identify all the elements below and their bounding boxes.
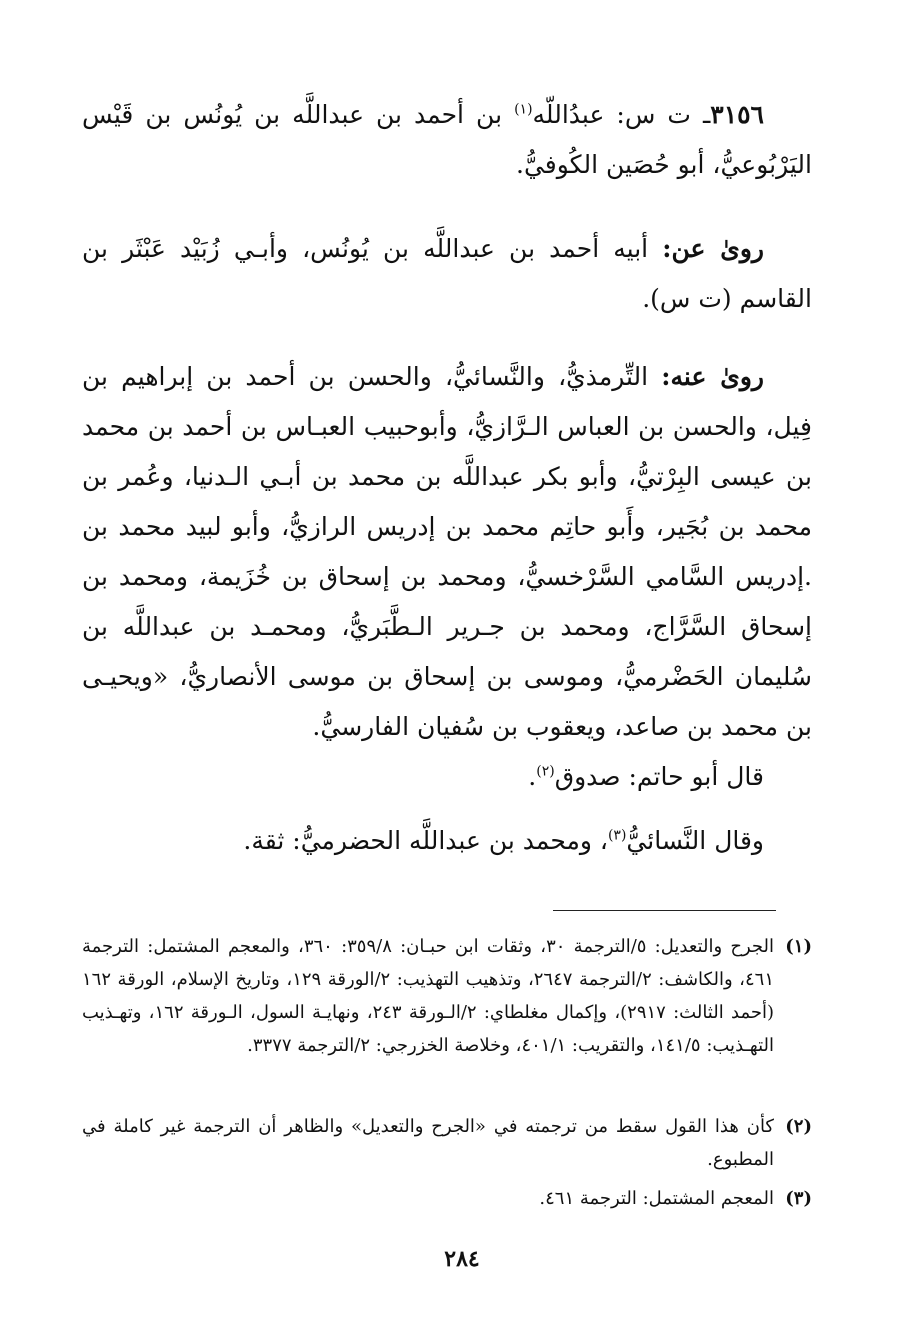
nasai-text: ، ومحمد بن عبداللَّه الحضرميُّ: ثقة. bbox=[243, 826, 608, 855]
page-number: ٢٨٤ bbox=[444, 1246, 480, 1272]
footnote-text: كأن هذا القول سقط من ترجمته في «الجرح والتعديل» والظاهر أن الترجمة غير كاملة في المطبوع. bbox=[82, 1116, 774, 1170]
footnote-divider bbox=[553, 910, 776, 911]
footnote-2 bbox=[82, 1110, 812, 1176]
entry-codes: ت س: bbox=[616, 100, 691, 129]
abu-hatim-quote bbox=[82, 752, 812, 802]
footnote-1 bbox=[82, 930, 812, 1062]
entry-separator: ـ bbox=[702, 100, 711, 129]
footnote-text: الجرح والتعديل: ٥/الترجمة ٣٠، وثقات ابن حبـان: ٣٥٩/٨: ٣٦٠، والمعجم المشتمل: الترجمة ٤٦١، والكاشف: ٢/الترجمة ٢٦٤٧، وتذهيب التهذيب: ٢/الورقة ١٢٩، وتاريخ الإسلام، الورقة ١٦٢ (أحمد الثالث: ٢٩١٧)، وإكمال مغلطاي: ٢/الـورقة ٢٤٣، ونهايـة السول، الـورقة ١٦٢، وتهـذيب التهـذيب: ١٤١/٥، والتقريب: ٤٠١/١، وخلاصة الخزرجي: ٢/الترجمة ٣٣٧٧. bbox=[82, 936, 775, 1056]
nasai-quote bbox=[82, 816, 812, 866]
entry-name-rest: بن أحمد بن عبداللَّه بن يُونُس بن قَيْس اليَرْبُوعيُّ، أبو حُصَين الكُوفيُّ. bbox=[82, 100, 812, 179]
footnote-3 bbox=[82, 1182, 812, 1215]
narrated-by-label: روىٰ عنه: bbox=[661, 362, 764, 391]
entry-number: ٣١٥٦ bbox=[710, 100, 764, 129]
footnote-text: المعجم المشتمل: الترجمة ٤٦١. bbox=[539, 1188, 774, 1209]
narrated-by-paragraph bbox=[82, 352, 812, 752]
abu-hatim-end: . bbox=[528, 762, 537, 791]
entry-name-lead: عبدُاللّه bbox=[532, 100, 605, 129]
narrated-by-text: التِّرمذيُّ، والنَّسائيُّ، والحسن بن أحمد بن إبراهيم بن فِيل، والحسن بن العباس الـرَّازيُّ، وأبوحبيب العبـاس بن أحمد بن محمد بن عيسى البِرْتيُّ، وأبو بكر عبداللَّه بن محمد بن أبـي الـدنيا، وعُمر بن محمد بن بُجَير، وأَبو حاتِم محمد بن إدريس الرازيُّ، وأبو لبيد محمد بن .إدريس السَّامي السَّرْخسيُّ، ومحمد بن إسحاق بن خُزَيمة، ومحمد بن إسحاق السَّرَّاج، ومحمد بن جـرير الـطَّبَريُّ، ومحمـد بن عبداللَّه بن سُليمان الحَضْرميُّ، وموسى بن إسحاق بن موسى الأنصاريُّ، «ويحيـى بن محمد بن صاعد، ويعقوب بن سُفيان الفارسيُّ. bbox=[82, 362, 812, 741]
footnote-number: (٢) bbox=[785, 1116, 812, 1137]
narrated-from-text: أبيه أحمد بن عبداللَّه بن يُونُس، وأبـي زُبَيْد عَبْثَر بن القاسم (ت س). bbox=[82, 234, 812, 313]
footnote-ref-1[interactable]: (١) bbox=[514, 101, 533, 118]
footnote-ref-2[interactable]: (٢) bbox=[536, 763, 555, 780]
nasai-lead: وقال النَّسائيُّ bbox=[626, 826, 764, 855]
entry-heading bbox=[82, 90, 812, 190]
footnote-ref-3[interactable]: (٣) bbox=[607, 827, 627, 844]
narrated-from-label: روىٰ عن: bbox=[662, 234, 765, 263]
footnote-number: (٣) bbox=[785, 1188, 812, 1209]
footnote-number: (١) bbox=[785, 936, 812, 957]
abu-hatim-text: قال أبو حاتم: صدوق bbox=[554, 762, 764, 791]
narrated-from-paragraph bbox=[82, 224, 812, 324]
